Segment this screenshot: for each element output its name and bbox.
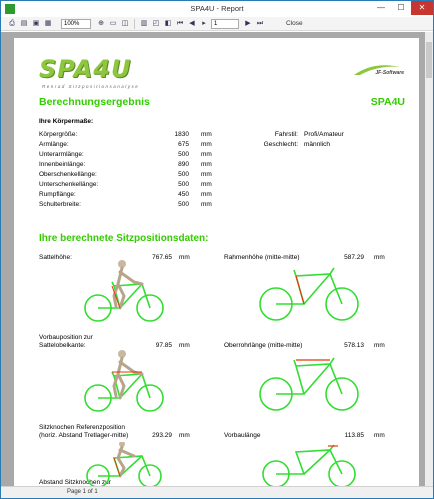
sitbone-reference-value: 293.29 bbox=[152, 432, 172, 439]
title-bar bbox=[1, 1, 433, 17]
page-number-field[interactable]: 1 bbox=[211, 19, 239, 29]
frame-height-unit: mm bbox=[374, 254, 385, 261]
page-status: Page 1 of 1 bbox=[67, 489, 98, 495]
measure-label: Unterschenkellänge: bbox=[39, 181, 99, 188]
zoom-select[interactable]: 100% bbox=[61, 19, 91, 29]
saddle-height-value: 767.65 bbox=[152, 254, 172, 261]
print-setup-icon[interactable]: ▤ bbox=[20, 20, 28, 27]
seat-position-heading: Ihre berechnete Sitzpositionsdaten: bbox=[39, 233, 209, 244]
measure-row bbox=[39, 131, 239, 140]
sitbone-distance-label: Abstand Sitzknochen zur bbox=[39, 479, 111, 486]
maximize-button[interactable]: ☐ bbox=[397, 3, 405, 12]
measure-unit: mm bbox=[201, 141, 212, 148]
stem-position-label-line1: Vorbauposition zur bbox=[39, 334, 93, 341]
zoom-in-icon[interactable]: ⊕ bbox=[98, 20, 104, 27]
measure-label: Unterarmlänge: bbox=[39, 151, 84, 158]
measure-unit: mm bbox=[201, 151, 212, 158]
brand-text: JF-Software bbox=[375, 70, 404, 76]
stem-length-unit: mm bbox=[374, 432, 385, 439]
last-page-icon[interactable]: ⏭ bbox=[256, 20, 264, 27]
one-page-icon[interactable]: ▭ bbox=[109, 20, 117, 27]
measure-value: 675 bbox=[178, 141, 189, 148]
minimize-button[interactable]: — bbox=[377, 3, 385, 12]
close-window-button[interactable]: ✕ bbox=[411, 1, 433, 15]
report-viewport bbox=[1, 32, 433, 486]
scrollbar-thumb[interactable] bbox=[426, 42, 432, 78]
measure-label: Armlänge: bbox=[39, 141, 69, 148]
saddle-height-label: Sattelhöhe: bbox=[39, 254, 72, 261]
measure-row bbox=[39, 191, 239, 200]
rider-stem-position-figure bbox=[76, 350, 176, 414]
gender-label: Geschlecht: bbox=[263, 141, 298, 148]
stem-position-unit: mm bbox=[179, 342, 190, 349]
measure-unit: mm bbox=[201, 131, 212, 138]
gender-value: männlich bbox=[304, 141, 331, 148]
rider-sitbone-figure bbox=[76, 442, 176, 486]
riding-style-label: Fahrstil: bbox=[274, 131, 298, 138]
measure-label: Schulterbreite: bbox=[39, 201, 81, 208]
measure-value: 450 bbox=[178, 191, 189, 198]
logo-text: SPA4U bbox=[39, 55, 132, 83]
page-nav-icon: ▸ bbox=[202, 20, 206, 27]
bike-frame-height-figure bbox=[254, 260, 364, 324]
jf-software-logo bbox=[344, 63, 404, 79]
measure-row bbox=[39, 151, 239, 160]
top-tube-length-label: Oberrohrlänge (mitte-mitte) bbox=[224, 342, 303, 349]
top-tube-length-unit: mm bbox=[374, 342, 385, 349]
vertical-scrollbar[interactable] bbox=[425, 32, 433, 486]
toolbar-divider bbox=[134, 19, 135, 29]
measure-unit: mm bbox=[201, 161, 212, 168]
stem-length-value: 113.85 bbox=[344, 432, 364, 439]
measure-unit: mm bbox=[201, 191, 212, 198]
close-report-button[interactable]: Close bbox=[286, 20, 303, 27]
report-heading-right: SPA4U bbox=[370, 96, 405, 108]
report-toolbar bbox=[1, 17, 433, 31]
logo-subtitle: Renrad Sitzpositionsanalyse bbox=[42, 84, 140, 89]
first-page-icon[interactable]: ⏮ bbox=[176, 20, 184, 27]
previous-page-icon[interactable]: ◀ bbox=[189, 20, 195, 27]
spa4u-logo bbox=[39, 55, 154, 89]
measure-value: 890 bbox=[178, 161, 189, 168]
measure-label: Körpergröße: bbox=[39, 131, 78, 138]
measure-row bbox=[39, 171, 239, 180]
sitbone-reference-label-line2: (horiz. Abstand Tretlager-mitte) bbox=[39, 432, 129, 439]
stem-position-value: 97.85 bbox=[155, 342, 172, 349]
export-icon[interactable]: ▦ bbox=[44, 20, 52, 27]
rider-saddle-height-figure bbox=[76, 260, 176, 324]
report-heading: Berechnungsergebnis bbox=[39, 96, 150, 108]
top-tube-length-value: 578.13 bbox=[344, 342, 364, 349]
bike-stem-length-figure bbox=[254, 442, 364, 486]
print-icon[interactable]: ⎙ bbox=[9, 20, 15, 27]
next-page-icon[interactable]: ▶ bbox=[245, 20, 251, 27]
sitbone-reference-unit: mm bbox=[179, 432, 190, 439]
frame-height-label: Rahmenhöhe (mitte-mitte) bbox=[224, 254, 300, 261]
measure-row bbox=[39, 161, 239, 170]
stem-length-label: Vorbaulänge bbox=[224, 432, 261, 439]
measure-label: Oberschenkellänge: bbox=[39, 171, 97, 178]
riding-style-value: Profi/Amateur bbox=[304, 131, 344, 138]
save-icon[interactable]: ▣ bbox=[32, 20, 40, 27]
measure-unit: mm bbox=[201, 171, 212, 178]
measure-row bbox=[39, 181, 239, 190]
measure-row bbox=[39, 201, 239, 210]
measure-value: 500 bbox=[178, 171, 189, 178]
measure-value: 500 bbox=[178, 181, 189, 188]
measure-value: 1830 bbox=[174, 131, 189, 138]
measure-row bbox=[39, 141, 239, 150]
two-page-icon[interactable]: ◫ bbox=[121, 20, 129, 27]
report-page bbox=[14, 38, 419, 486]
fit-page-icon[interactable]: ◰ bbox=[152, 20, 160, 27]
sitbone-reference-label-line1: Sitzknochen Referenzposition bbox=[39, 424, 125, 431]
saddle-height-unit: mm bbox=[179, 254, 190, 261]
measure-label: Rumpflänge: bbox=[39, 191, 76, 198]
status-bar bbox=[1, 486, 433, 498]
stem-position-label-line2: Sattelobelkante: bbox=[39, 342, 86, 349]
bike-top-tube-figure bbox=[254, 350, 364, 414]
measure-value: 500 bbox=[178, 151, 189, 158]
window-title: SPA4U - Report bbox=[190, 4, 244, 13]
thumbnails-icon[interactable]: ▥ bbox=[140, 20, 148, 27]
measure-value: 500 bbox=[178, 201, 189, 208]
fit-width-icon[interactable]: ◧ bbox=[164, 20, 172, 27]
body-measures-heading: Ihre Körpermaße: bbox=[39, 118, 94, 125]
measure-unit: mm bbox=[201, 201, 212, 208]
measure-label: Innenbeinlänge: bbox=[39, 161, 86, 168]
measure-unit: mm bbox=[201, 181, 212, 188]
frame-height-value: 587.29 bbox=[344, 254, 364, 261]
